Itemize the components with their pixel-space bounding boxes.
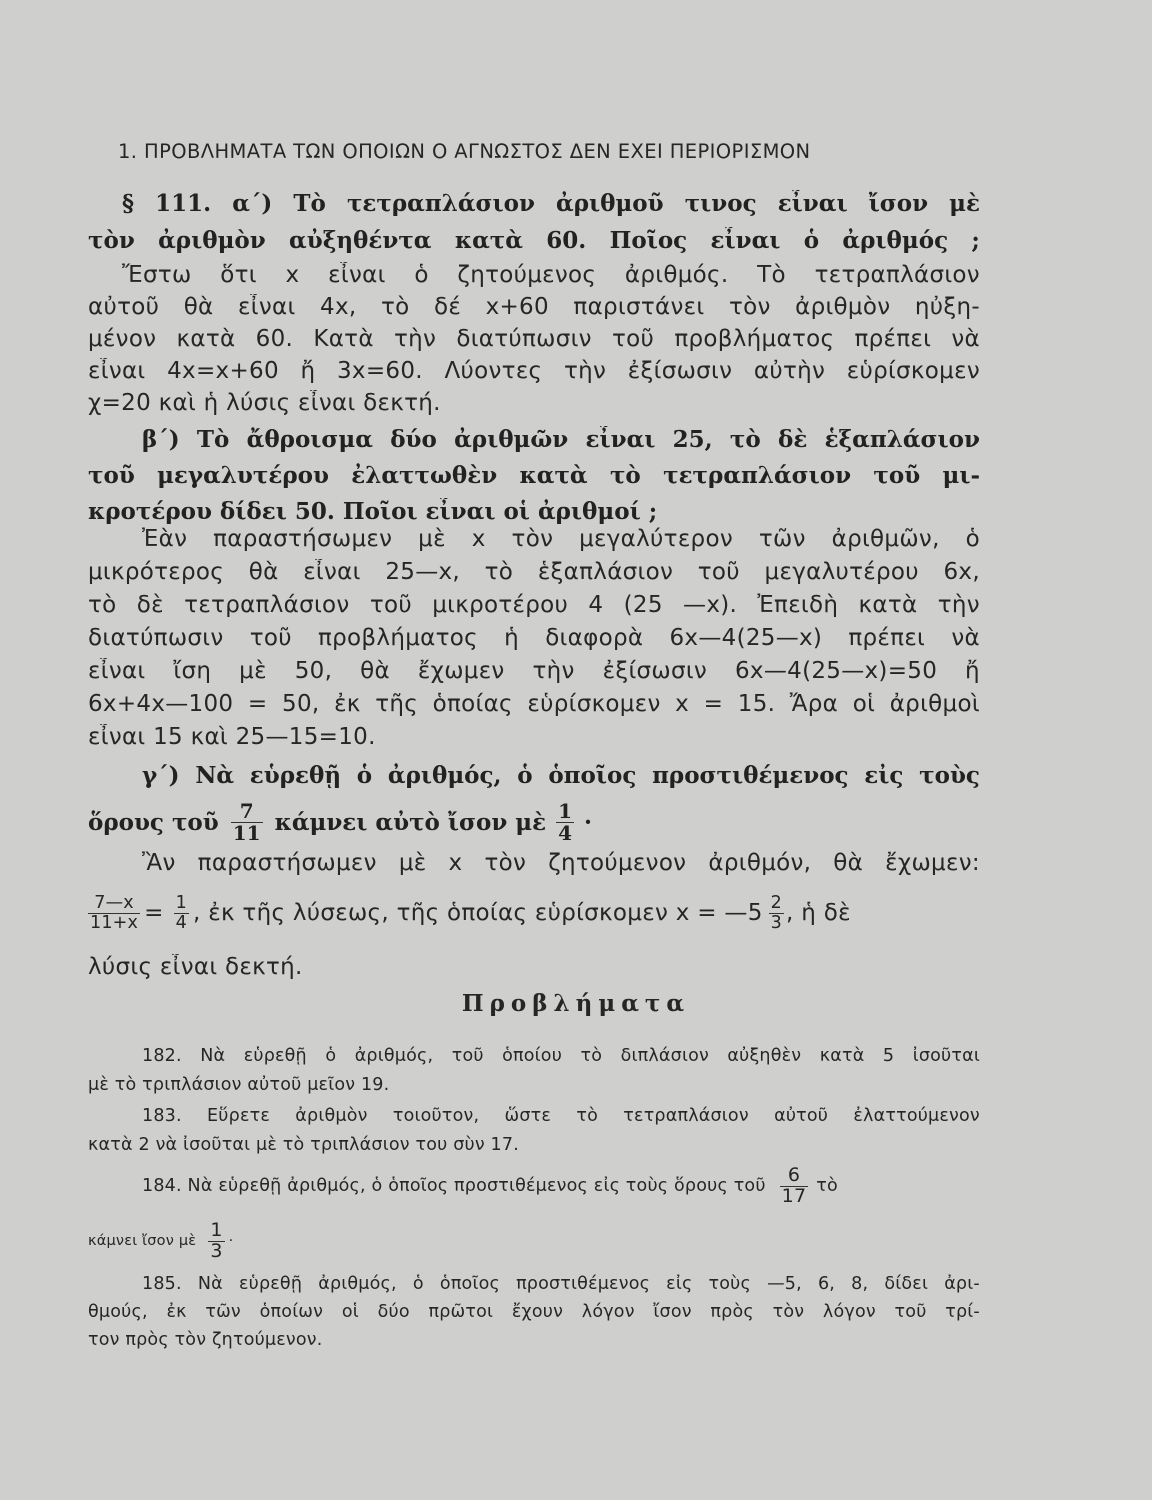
problem-185-line: 185. Νὰ εὑρεθῇ ἀριθμός, ὁ ὁποῖος προστιθέμενος εἰς τοὺς —5, 6, 8, δίδει ἀρι- [142,1274,980,1294]
text-line: Ἔστω ὅτι x εἶναι ὁ ζητούμενος ἀριθμός. Τὸ τετραπλάσιον [122,262,980,288]
chapter-heading: 1. ΠΡΟΒΛΗΜΑΤΑ ΤΩΝ ΟΠΟΙΩΝ Ο ΑΓΝΩΣΤΟΣ ΔΕΝ ΕΧΕΙ ΠΕΡΙΟΡΙΣΜΟΝ [118,140,811,163]
text-fragment: ὅρους τοῦ [88,808,219,836]
text-line: εἶναι ἴση μὲ 50, θὰ ἔχωμεν τὴν ἐξίσωσιν 6x—4(25—x)=50 ἤ [88,658,980,684]
fraction-rhs [174,894,189,932]
fraction-denominator: 11 [232,820,261,845]
fraction-2-3 [769,894,784,932]
fraction-1-4 [556,798,574,845]
problem-182-line: 182. Νὰ εὑρεθῇ ὁ ἀριθμός, τοῦ ὁποίου τὸ διπλάσιον αὐξηθὲν κατὰ 5 ἰσοῦται [142,1046,980,1066]
text-line: β΄) Τὸ ἄθροισμα δύο ἀριθμῶν εἶναι 25, τὸ δὲ ἑξαπλάσιον [142,426,980,453]
text-fragment: 184. Νὰ εὑρεθῇ ἀριθμός, ὁ ὁποῖος προστιθέμενος εἰς τοὺς ὅρους τοῦ [142,1176,766,1196]
text-fragment: · [584,808,593,836]
problem-c-statement [88,762,980,852]
fraction-numerator: 1 [210,1218,223,1241]
fraction-7-11 [231,798,263,845]
text-fragment: , ἐκ τῆς λύσεως, τῆς ὁποίας εὑρίσκομεν x = —5 [193,900,763,926]
fraction-1-3 [208,1218,224,1262]
fraction-denominator: 4 [175,912,188,933]
text-line: διατύπωσιν τοῦ προβλήματος ἡ διαφορὰ 6x—4(25—x) πρέπει νὰ [88,625,980,651]
text-fragment: κάμνει ἴσον μὲ [88,1233,197,1249]
text-line: χ=20 καὶ ἡ λύσις εἶναι δεκτή. [88,390,441,416]
problem-182-line: μὲ τὸ τριπλάσιον αὐτοῦ μεῖον 19. [88,1075,390,1095]
text-line: εἶναι 4x=x+60 ἤ 3x=60. Λύοντες τὴν ἐξίσωσιν αὐτὴν εὑρίσκομεν [88,358,980,384]
text-fragment: · [228,1233,234,1249]
text-line: Ἂν παραστήσωμεν μὲ x τὸν ζητούμενον ἀριθμόν, θὰ ἔχωμεν: [142,850,980,876]
problem-a-statement [88,190,980,260]
text-line: § 111. α΄) Τὸ τετραπλάσιον ἀριθμοῦ τινος εἶναι ἴσον μὲ [122,190,980,217]
text-line: μικρότερος θὰ εἶναι 25—x, τὸ ἑξαπλάσιον τοῦ μεγαλυτέρου 6x, [88,559,980,585]
text-line: τὸ δὲ τετραπλάσιον τοῦ μικροτέρου 4 (25 —x). Ἐπειδὴ κατὰ τὴν [88,592,980,618]
problem-185-line: θμούς, ἐκ τῶν ὁποίων οἱ δύο πρῶτοι ἔχουν λόγον ἴσον πρὸς τὸν λόγον τοῦ τρί- [88,1302,980,1322]
problem-b-solution [88,526,980,766]
problem-185-line: τον πρὸς τὸν ζητούμενον. [88,1330,323,1350]
fraction-denominator: 4 [558,820,573,845]
text-line: τοῦ μεγαλυτέρου ἐλαττωθὲν κατὰ τὸ τετραπλάσιον τοῦ μι- [88,462,980,489]
fraction-numerator: 2 [770,893,782,914]
fraction-numerator: 7—x [94,893,134,914]
fraction-numerator: 1 [175,893,188,914]
problems-title: Προβλήματα [461,990,691,1017]
problems-list [88,1046,980,1376]
text-line: 6x+4x—100 = 50, ἐκ τῆς ὁποίας εὑρίσκομεν x = 15. Ἄρα οἱ ἀριθμοὶ [88,691,980,717]
fraction-6-17 [780,1163,809,1207]
text-line: κροτέρου δίδει 50. Ποῖοι εἶναι οἱ ἀριθμοί ; [88,498,658,525]
fraction-denominator: 3 [210,1239,223,1262]
fraction-numerator: 7 [239,798,254,823]
equation-line [88,884,980,942]
text-line: γ΄) Νὰ εὑρεθῇ ὁ ἀριθμός, ὁ ὁποῖος προστιθέμενος εἰς τοὺς [142,762,980,789]
text-line: Ἐὰν παραστήσωμεν μὲ x τὸν μεγαλύτερον τῶν ἀριθμῶν, ὁ [142,526,980,552]
text-fragment: κάμνει αὐτὸ ἴσον μὲ [274,808,547,836]
problem-b-statement [88,426,980,536]
text-line [88,794,980,850]
problem-184-line [88,1216,980,1266]
problem-183-line: κατὰ 2 νὰ ἰσοῦται μὲ τὸ τριπλάσιον του σὺν 17. [88,1135,519,1155]
fraction-denominator: 17 [781,1184,807,1207]
problem-a-solution [88,262,980,432]
fraction-denominator: 11+x [90,912,139,933]
text-line: τὸν ἀριθμὸν αὐξηθέντα κατὰ 60. Ποῖος εἶναι ὁ ἀριθμός ; [88,227,980,254]
text-line: μένον κατὰ 60. Κατὰ τὴν διατύπωσιν τοῦ προβλήματος πρέπει νὰ [88,326,980,352]
fraction-numerator: 6 [787,1163,801,1186]
text-fragment: , ἡ δὲ [786,900,851,926]
text-line: αὐτοῦ θὰ εἶναι 4x, τὸ δέ x+60 παριστάνει τὸν ἀριθμὸν ηὐξη- [88,294,980,320]
problem-183-line: 183. Εὕρετε ἀριθμὸν τοιοῦτον, ὥστε τὸ τετραπλάσιον αὐτοῦ ἐλαττούμενον [142,1106,980,1126]
text-line: λύσις εἶναι δεκτή. [88,954,303,980]
text-fragment: τὸ [816,1176,838,1196]
fraction-numerator: 1 [558,798,573,823]
fraction-lhs [88,894,140,932]
fraction-denominator: 3 [770,912,782,933]
problem-c-solution [88,850,980,985]
text-line: εἶναι 15 καὶ 25—15=10. [88,724,376,750]
equals-sign: = [144,900,164,926]
problem-184-line [142,1160,980,1212]
